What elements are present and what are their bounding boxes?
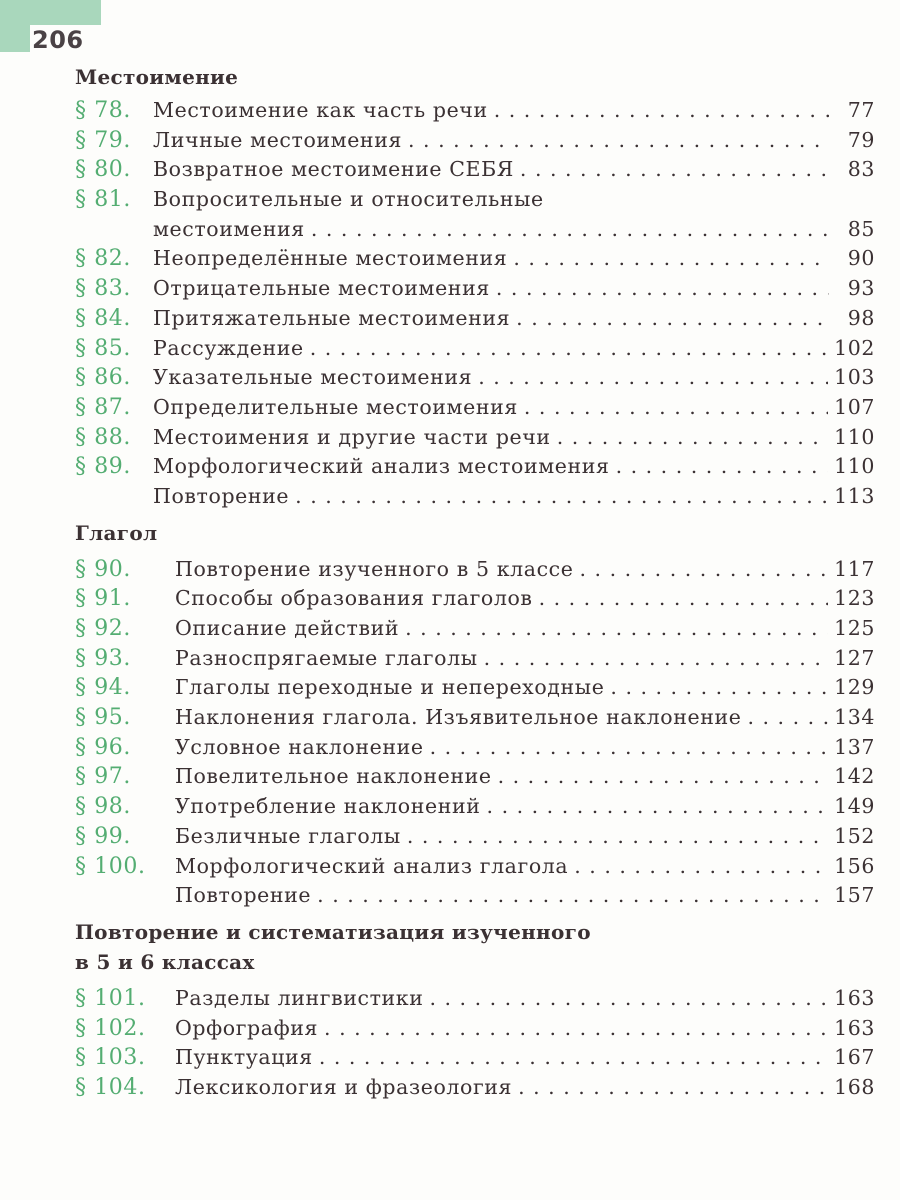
- toc-entry[interactable]: [75, 452, 875, 482]
- section-number: § 97.: [75, 764, 131, 790]
- section-number: § 101.: [75, 985, 146, 1011]
- section-number: § 90.: [75, 556, 131, 582]
- section-number: § 104.: [75, 1074, 146, 1100]
- entry-page-number: 93: [847, 276, 875, 301]
- section-number: § 93.: [75, 645, 131, 671]
- entry-page-number: 152: [834, 823, 875, 848]
- dot-leader: [317, 881, 828, 911]
- dot-leader: [747, 703, 828, 733]
- entry-title: Морфологический анализ местоимения: [153, 454, 610, 479]
- section-number: § 102.: [75, 1015, 146, 1041]
- page-number: 206: [32, 26, 84, 54]
- entry-page-number: 149: [834, 794, 875, 819]
- entry-title: Условное наклонение: [175, 734, 424, 759]
- entry-page-number: 103: [834, 365, 875, 390]
- dot-leader: [430, 733, 828, 763]
- entry-page-number: 102: [834, 335, 875, 360]
- toc-entry[interactable]: [75, 644, 875, 674]
- section-number: § 81.: [75, 187, 131, 213]
- section-number: § 88.: [75, 424, 131, 450]
- toc-entry[interactable]: [75, 1014, 875, 1044]
- section-number: § 86.: [75, 365, 131, 391]
- entry-title-line1: Вопросительные и относительные: [153, 187, 544, 212]
- spacer: [75, 548, 875, 555]
- section-heading: Повторение и систематизация изученного: [75, 919, 591, 944]
- entry-title: Рассуждение: [153, 335, 304, 360]
- dot-leader: [324, 1014, 828, 1044]
- section-number: § 96.: [75, 734, 131, 760]
- section-number: § 80.: [75, 157, 131, 183]
- dot-leader: [478, 363, 828, 393]
- entry-title: Отрицательные местоимения: [153, 276, 490, 301]
- section-number: § 103.: [75, 1045, 146, 1071]
- entry-page-number: 167: [834, 1045, 875, 1070]
- toc-entry[interactable]: [75, 881, 875, 911]
- entry-title: Наклонения глагола. Изъявительное наклонение: [175, 705, 742, 730]
- entry-page-number: 125: [834, 616, 875, 640]
- entry-page-number: 117: [834, 556, 875, 581]
- section-number: § 95.: [75, 705, 131, 731]
- dot-leader: [539, 584, 829, 614]
- dot-leader: [616, 452, 828, 482]
- entry-page-number: 127: [834, 645, 875, 670]
- entry-title: Морфологический анализ глагола: [175, 853, 569, 878]
- entry-page-number: 129: [834, 675, 875, 700]
- entry-page-number: 83: [847, 157, 875, 182]
- toc-entry[interactable]: [75, 614, 875, 644]
- entry-title: Личные местоимения: [153, 127, 402, 152]
- entry-page-number: 157: [834, 883, 875, 908]
- entry-page-number: 79: [847, 127, 875, 152]
- toc-entry[interactable]: [75, 363, 875, 393]
- toc-entry[interactable]: [75, 393, 875, 423]
- entry-title: Определительные местоимения: [153, 394, 518, 419]
- page-corner-tab-edge: [0, 0, 30, 52]
- entry-title: Описание действий: [175, 616, 400, 640]
- toc-entry[interactable]: [75, 126, 875, 156]
- entry-page-number: 98: [847, 305, 875, 330]
- entry-page-number: 113: [834, 483, 875, 508]
- toc-entry[interactable]: [75, 334, 875, 364]
- toc-entry[interactable]: [75, 482, 875, 512]
- entry-title: Указательные местоимения: [153, 365, 473, 390]
- toc-entry[interactable]: [75, 984, 875, 1014]
- entry-page-number: 90: [847, 246, 875, 271]
- dot-leader: [580, 555, 829, 585]
- dot-leader: [405, 614, 828, 644]
- entry-title: Повелительное наклонение: [175, 764, 492, 789]
- toc-entry[interactable]: [75, 852, 875, 882]
- section-number: § 100.: [75, 853, 146, 879]
- dot-leader: [407, 822, 828, 852]
- entry-title: Повторение: [153, 483, 290, 508]
- toc-entry[interactable]: [75, 822, 875, 852]
- toc-entry[interactable]: [75, 215, 875, 245]
- dot-leader: [484, 644, 828, 674]
- dot-leader: [557, 423, 828, 453]
- entry-title: Лексикология и фразеология: [175, 1074, 513, 1099]
- entry-title: Способы образования глаголов: [175, 586, 533, 611]
- section-number: § 84.: [75, 305, 131, 331]
- entry-page-number: 134: [834, 705, 875, 730]
- dot-leader: [496, 274, 829, 304]
- entry-title: Орфография: [175, 1015, 319, 1040]
- dot-leader: [516, 304, 829, 334]
- dot-leader: [295, 482, 828, 512]
- entry-title: Возвратное местоимение СЕБЯ: [153, 157, 514, 182]
- toc-entry[interactable]: [75, 304, 875, 334]
- entry-title: Пунктуация: [175, 1045, 313, 1070]
- section-number: § 98.: [75, 794, 131, 820]
- section-heading-line2: в 5 и 6 классах: [75, 949, 255, 974]
- entry-page-number: 163: [834, 985, 875, 1010]
- entry-page-number: 137: [834, 734, 875, 759]
- toc-entry[interactable]: [75, 155, 875, 185]
- section-number: § 99.: [75, 823, 131, 849]
- entry-title: Повторение изученного в 5 классе: [175, 556, 574, 581]
- toc-entry[interactable]: [75, 792, 875, 822]
- entry-page-number: 168: [834, 1074, 875, 1099]
- entry-page-number: 77: [847, 98, 875, 122]
- toc-entry[interactable]: [75, 244, 875, 274]
- entry-page-number: 110: [834, 424, 875, 449]
- entry-title: Местоимение как часть речи: [153, 98, 488, 122]
- entry-title: Неопределённые местоимения: [153, 246, 508, 271]
- entry-title: местоимения: [153, 216, 305, 241]
- toc-entry[interactable]: [75, 423, 875, 453]
- toc-entry[interactable]: [75, 96, 875, 126]
- entry-page-number: 156: [834, 853, 875, 878]
- dot-leader: [494, 96, 829, 126]
- toc-entry-line[interactable]: [75, 185, 875, 215]
- section-number: § 92.: [75, 616, 131, 641]
- toc-entry[interactable]: [75, 274, 875, 304]
- toc-entry[interactable]: [75, 1073, 875, 1103]
- dot-leader: [574, 852, 828, 882]
- spacer: [75, 977, 875, 984]
- toc-entry[interactable]: [75, 1043, 875, 1073]
- toc-entry[interactable]: [75, 703, 875, 733]
- entry-page-number: 142: [834, 764, 875, 789]
- dot-leader: [513, 244, 829, 274]
- dot-leader: [310, 334, 828, 364]
- entry-page-number: 110: [834, 454, 875, 479]
- entry-title: Употребление наклонений: [175, 794, 481, 819]
- section-number: § 82.: [75, 246, 131, 272]
- entry-title: Повторение: [175, 883, 312, 908]
- toc-entry[interactable]: [75, 584, 875, 614]
- section-number: § 94.: [75, 675, 131, 701]
- dot-leader: [311, 215, 829, 245]
- section-number: § 83.: [75, 276, 131, 302]
- entry-title: Местоимения и другие части речи: [153, 424, 551, 449]
- toc-entry[interactable]: [75, 733, 875, 763]
- entry-page-number: 107: [834, 394, 875, 419]
- table-of-contents: [75, 62, 875, 1103]
- dot-leader: [487, 792, 829, 822]
- entry-title: Разноспрягаемые глаголы: [175, 645, 478, 670]
- toc-entry[interactable]: [75, 762, 875, 792]
- section-number: § 89.: [75, 454, 131, 480]
- section-number: § 87.: [75, 394, 131, 420]
- entry-page-number: 85: [847, 216, 875, 241]
- entry-title: Разделы лингвистики: [175, 985, 424, 1010]
- dot-leader: [518, 1073, 828, 1103]
- entry-title: Глаголы переходные и непереходные: [175, 675, 605, 700]
- dot-leader: [610, 673, 828, 703]
- dot-leader: [524, 393, 828, 423]
- dot-leader: [319, 1043, 828, 1073]
- section-heading: Местоимение: [75, 65, 239, 89]
- toc-entry[interactable]: [75, 555, 875, 585]
- dot-leader: [429, 984, 828, 1014]
- dot-leader: [408, 126, 829, 156]
- entry-page-number: 163: [834, 1015, 875, 1040]
- entry-title: Безличные глаголы: [175, 823, 401, 848]
- section-number: § 91.: [75, 586, 131, 612]
- dot-leader: [498, 762, 828, 792]
- section-number: § 85.: [75, 335, 131, 361]
- dot-leader: [520, 155, 829, 185]
- section-number: § 79.: [75, 127, 131, 153]
- toc-entry[interactable]: [75, 673, 875, 703]
- section-number: § 78.: [75, 98, 131, 123]
- entry-title: Притяжательные местоимения: [153, 305, 511, 330]
- entry-page-number: 123: [834, 586, 875, 611]
- section-heading: Глагол: [75, 520, 158, 545]
